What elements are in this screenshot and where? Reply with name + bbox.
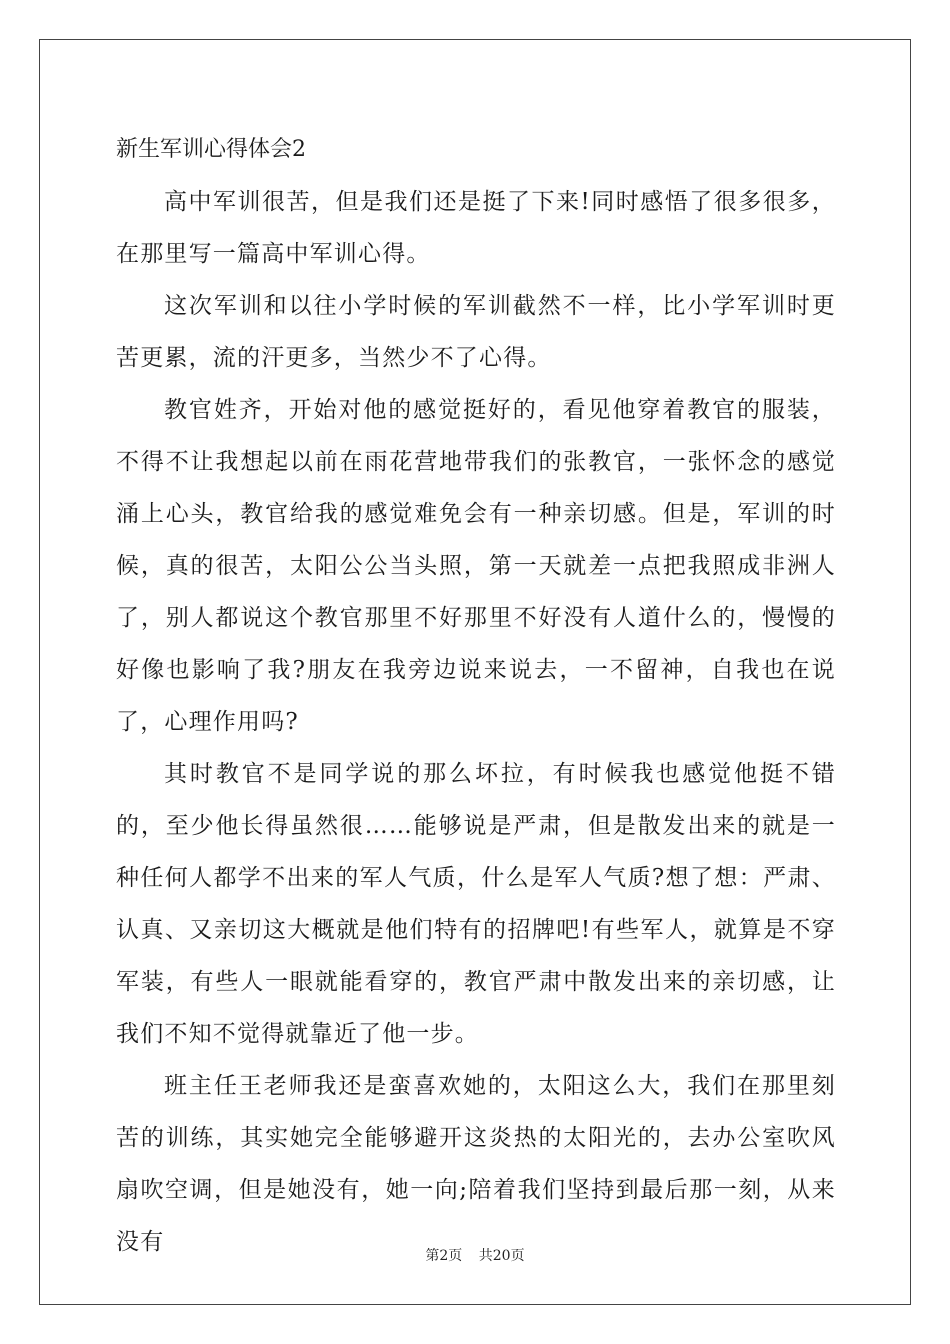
paragraph-2: 这次军训和以往小学时候的军训截然不一样，比小学军训时更苦更累，流的汗更多，当然少不了心得。 xyxy=(116,293,836,371)
paragraph-3: 教官姓齐，开始对他的感觉挺好的，看见他穿着教官的服装，不得不让我想起以前在雨花营地带我们的张教官，一张怀念的感觉涌上心头，教官给我的感觉难免会有一种亲切感。但是，军训的时候，真的很苦，太阳公公当头照，第一天就差一点把我照成非洲人了，别人都说这个教官那里不好那里不好没有人道什么的，慢慢的好像也影响了我?朋友在我旁边说来说去，一不留神，自我也在说了，心理作用吗? xyxy=(116,397,836,735)
paragraph-5: 班主任王老师我还是蛮喜欢她的，太阳这么大，我们在那里刻苦的训练，其实她完全能够避开这炎热的太阳光的，去办公室吹风扇吹空调，但是她没有，她一向;陪着我们坚持到最后那一刻，从来没有 xyxy=(116,1073,836,1255)
document-title: 新生军训心得体会2 xyxy=(116,137,306,162)
paragraph-4: 其时教官不是同学说的那么坏拉，有时候我也感觉他挺不错的，至少他长得虽然很……能够说是严肃，但是散发出来的就是一种任何人都学不出来的军人气质，什么是军人气质?想了想：严肃、认真、又亲切这大概就是他们特有的招牌吧!有些军人，就算是不穿军装，有些人一眼就能看穿的，教官严肃中散发出来的亲切感，让我们不知不觉得就靠近了他一步。 xyxy=(116,761,836,1047)
page-footer xyxy=(0,1245,950,1265)
page-total: 共20页 xyxy=(478,1248,525,1264)
paragraph-1: 高中军训很苦，但是我们还是挺了下来!同时感悟了很多很多，在那里写一篇高中军训心得。 xyxy=(116,189,836,267)
document-body xyxy=(116,124,836,1268)
page-number: 第2页 xyxy=(425,1248,463,1264)
